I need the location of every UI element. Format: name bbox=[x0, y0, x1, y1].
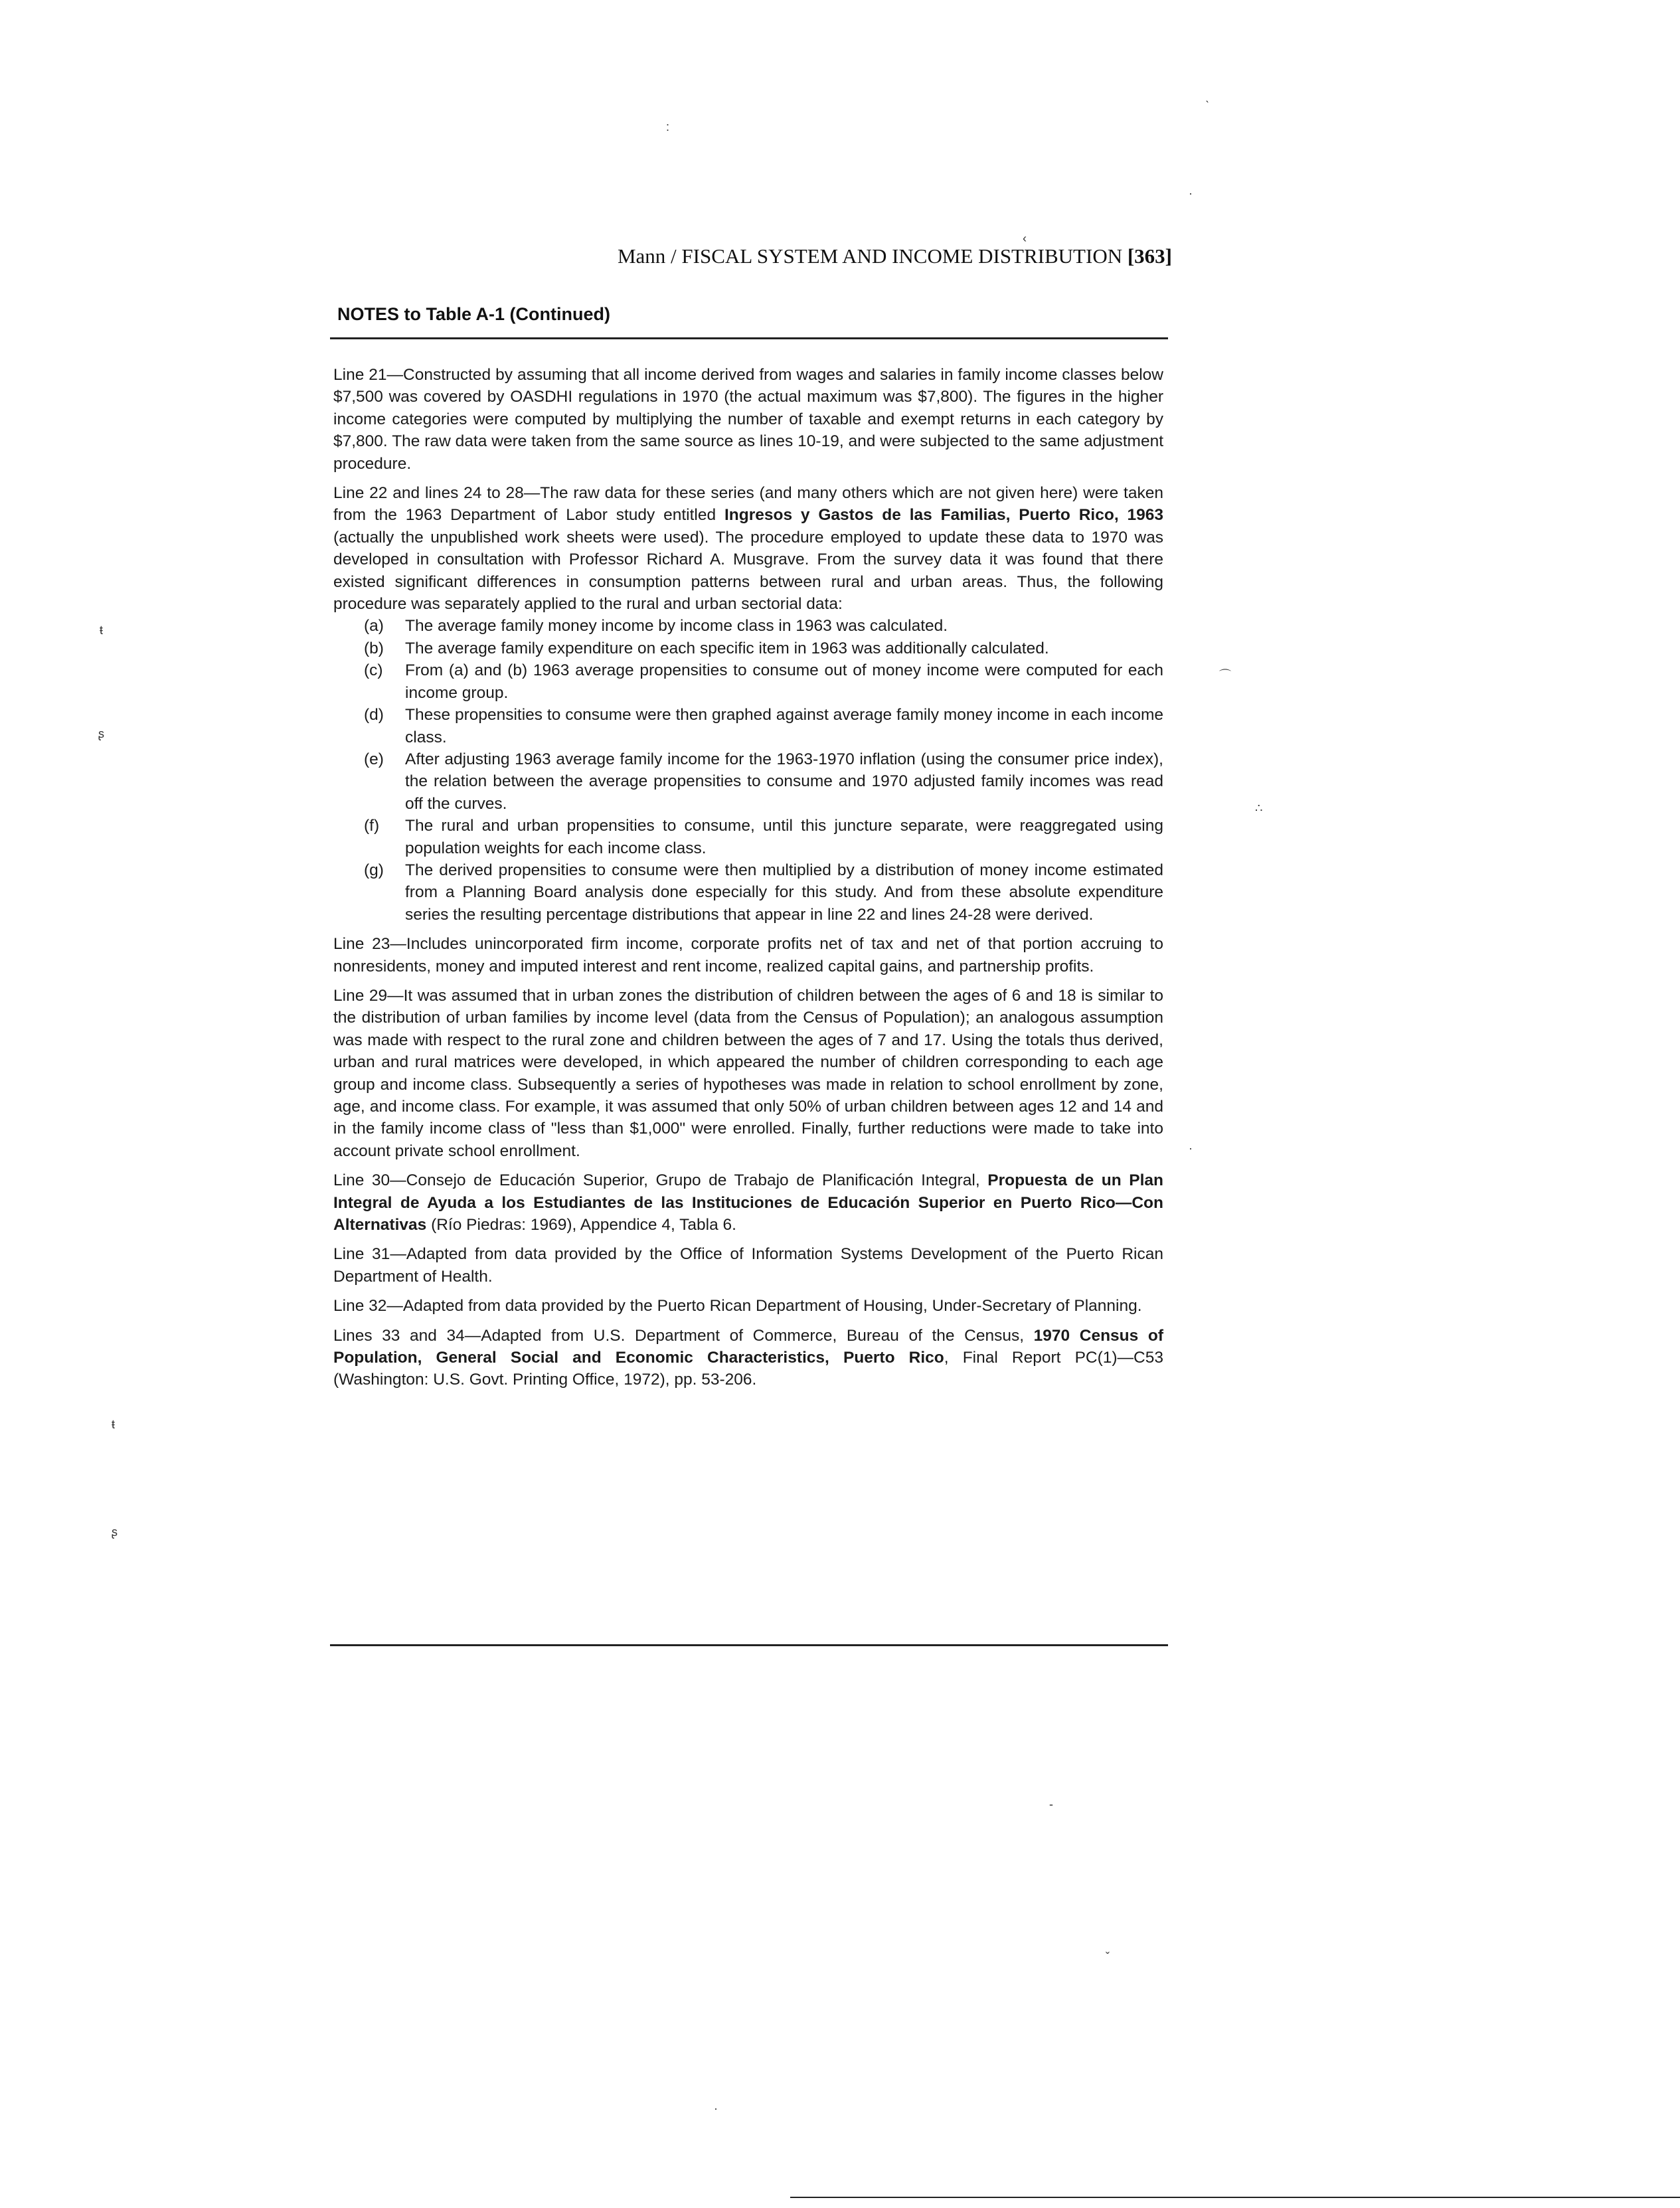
step-label: (d) bbox=[364, 706, 384, 724]
note-line-32 bbox=[333, 1295, 1163, 1317]
procedure-step bbox=[333, 615, 1163, 637]
scan-speck: ŧ bbox=[112, 1418, 116, 1431]
note-label: Lines 33 and 34 bbox=[333, 1326, 465, 1345]
step-text: From (a) and (b) 1963 average propensities to consume out of money income were computed for each income group. bbox=[405, 661, 1163, 702]
note-text: (actually the unpublished work sheets were used). The procedure employed to update these data to 1970 was developed in consultation with Professor Richard A. Musgrave. From the survey data it was found that there existed significant differences in consumption patterns between rural and urban areas. Thus, the following procedure was separately applied to the rural and urban sectorial data: bbox=[333, 528, 1163, 614]
procedure-step bbox=[333, 859, 1163, 926]
scan-speck: · bbox=[1189, 1142, 1193, 1155]
note-text: —Constructed by assuming that all income derived from wages and salaries in family income classes below $7,500 was covered by OASDHI regulations in 1970 (the actual maximum was $7,800). The figures in the higher income categories were computed by multiplying the number of taxable and exempt returns in each category by $7,800. The raw data were taken from the same source as lines 10-19, and were subjected to the same adjustment procedure. bbox=[333, 366, 1163, 473]
procedure-step bbox=[333, 704, 1163, 748]
note-text: —Adapted from U.S. Department of Commerce, Bureau of the Census, bbox=[464, 1326, 1034, 1345]
page-number: [363] bbox=[1127, 244, 1172, 268]
note-line-21 bbox=[333, 364, 1163, 475]
note-label: Line 32 bbox=[333, 1297, 387, 1316]
step-text: The derived propensities to consume were then multiplied by a distribution of money income estimated from a Planning Board analysis done especially for this study. And from these absolute expenditure series the resulting percentage distributions that appear in line 22 and lines 24-28 were derived. bbox=[405, 861, 1163, 924]
note-line-23 bbox=[333, 933, 1163, 977]
procedure-steps bbox=[333, 615, 1163, 926]
scan-speck: ʂ bbox=[112, 1525, 118, 1539]
top-rule bbox=[330, 337, 1168, 339]
note-label: Line 29 bbox=[333, 986, 388, 1005]
note-line-31 bbox=[333, 1243, 1163, 1288]
step-label: (c) bbox=[364, 661, 383, 680]
header-title: FISCAL SYSTEM AND INCOME DISTRIBUTION bbox=[681, 244, 1123, 268]
step-label: (a) bbox=[364, 617, 384, 636]
scan-speck: · bbox=[714, 2102, 718, 2115]
note-label: Line 22 and lines 24 to 28 bbox=[333, 484, 524, 503]
step-label: (b) bbox=[364, 639, 384, 657]
step-text: The rural and urban propensities to consume, until this juncture separate, were reaggregated using population weights for each income class. bbox=[405, 817, 1163, 857]
scan-speck: ‹ bbox=[1023, 232, 1027, 245]
note-label: Line 30 bbox=[333, 1171, 390, 1190]
scan-speck: : bbox=[666, 120, 670, 133]
note-label: Line 23 bbox=[333, 935, 390, 954]
step-label: (f) bbox=[364, 817, 380, 835]
note-line-29 bbox=[333, 985, 1163, 1162]
scan-speck: ŧ bbox=[100, 624, 104, 637]
scan-speck: - bbox=[1049, 1798, 1053, 1811]
note-line-30 bbox=[333, 1169, 1163, 1236]
step-text: These propensities to consume were then graphed against average family money income in each income class. bbox=[405, 706, 1163, 746]
note-text: —Adapted from data provided by the Puerto Rican Department of Housing, Under-Secretary of Planning. bbox=[386, 1297, 1142, 1316]
scan-speck: · bbox=[1189, 187, 1193, 200]
note-label: Line 31 bbox=[333, 1245, 390, 1264]
step-text: The average family expenditure on each specific item in 1963 was additionally calculated. bbox=[405, 639, 1049, 657]
note-text: —It was assumed that in urban zones the distribution of children between the ages of 6 and 18 is similar to the distribution of urban families by income level (data from the Census of Population); an analogous assumption was made with respect to the rural zone and children between the ages of 7 and 17. Using the totals thus derived, urban and rural matrices were developed, in which appeared the number of children corresponding to each age group and income class. Subsequently a series of hypotheses was made in relation to school enrollment by zone, age, and income class. For example, it was assumed that only 50% of urban children between ages 12 and 14 and in the family income class of "less than $1,000" were enrolled. Finally, further reductions were made to take into account private school enrollment. bbox=[333, 986, 1163, 1160]
note-label: Line 21 bbox=[333, 366, 387, 384]
step-text: The average family money income by income class in 1963 was calculated. bbox=[405, 617, 948, 636]
scan-speck: ʂ bbox=[98, 727, 104, 740]
scan-edge-line bbox=[790, 2197, 1680, 2198]
scan-speck: ⌒ bbox=[1219, 669, 1231, 682]
source-title: 1970 Census of Population, General Social and Economic Characteristics, Puerto Rico bbox=[333, 1326, 1163, 1367]
note-lines-33-34 bbox=[333, 1325, 1163, 1391]
step-label: (g) bbox=[364, 861, 384, 879]
scan-speck: ∴ bbox=[1255, 802, 1263, 815]
note-line-22 bbox=[333, 482, 1163, 926]
procedure-step bbox=[333, 659, 1163, 704]
source-title: Propuesta de un Plan Integral de Ayuda a los Estudiantes de las Instituciones de Educación Superior en Puerto Rico—Con Alternativas bbox=[333, 1171, 1163, 1234]
note-text: , Final Report PC(1)—C53 (Washington: U.S. Govt. Printing Office, 1972), pp. 53-206. bbox=[333, 1349, 1163, 1389]
note-text: —The raw data for these series (and many others which are not given here) were taken from the 1963 Department of Labor study entitled bbox=[333, 484, 1163, 525]
scan-speck: ˇ bbox=[1106, 1950, 1110, 1964]
notes-heading: NOTES to Table A-1 (Continued) bbox=[337, 304, 610, 324]
notes-body bbox=[333, 364, 1163, 1399]
note-text: (Río Piedras: 1969), Appendice 4, Tabla 6. bbox=[426, 1216, 736, 1234]
procedure-step bbox=[333, 637, 1163, 659]
step-label: (e) bbox=[364, 750, 384, 768]
source-title: Ingresos y Gastos de las Familias, Puerto Rico, 1963 bbox=[724, 506, 1163, 525]
note-text: —Includes unincorporated firm income, corporate profits net of tax and net of that portion accruing to nonresidents, money and imputed interest and rent income, realized capital gains, and partnership profits. bbox=[333, 935, 1163, 976]
note-text: —Adapted from data provided by the Office of Information Systems Development of the Puerto Rican Department of Health. bbox=[333, 1245, 1163, 1286]
header-author: Mann / bbox=[617, 244, 677, 268]
running-header bbox=[528, 244, 1172, 268]
note-text: —Consejo de Educación Superior, Grupo de Trabajo de Planificación Integral, bbox=[390, 1171, 988, 1190]
procedure-step bbox=[333, 815, 1163, 859]
scan-speck: ˴ bbox=[1205, 94, 1209, 107]
bottom-rule bbox=[330, 1644, 1168, 1646]
step-text: After adjusting 1963 average family income for the 1963-1970 inflation (using the consumer price index), the relation between the average propensities to consume and 1970 adjusted family incomes was read off the curves. bbox=[405, 750, 1163, 813]
procedure-step bbox=[333, 748, 1163, 815]
